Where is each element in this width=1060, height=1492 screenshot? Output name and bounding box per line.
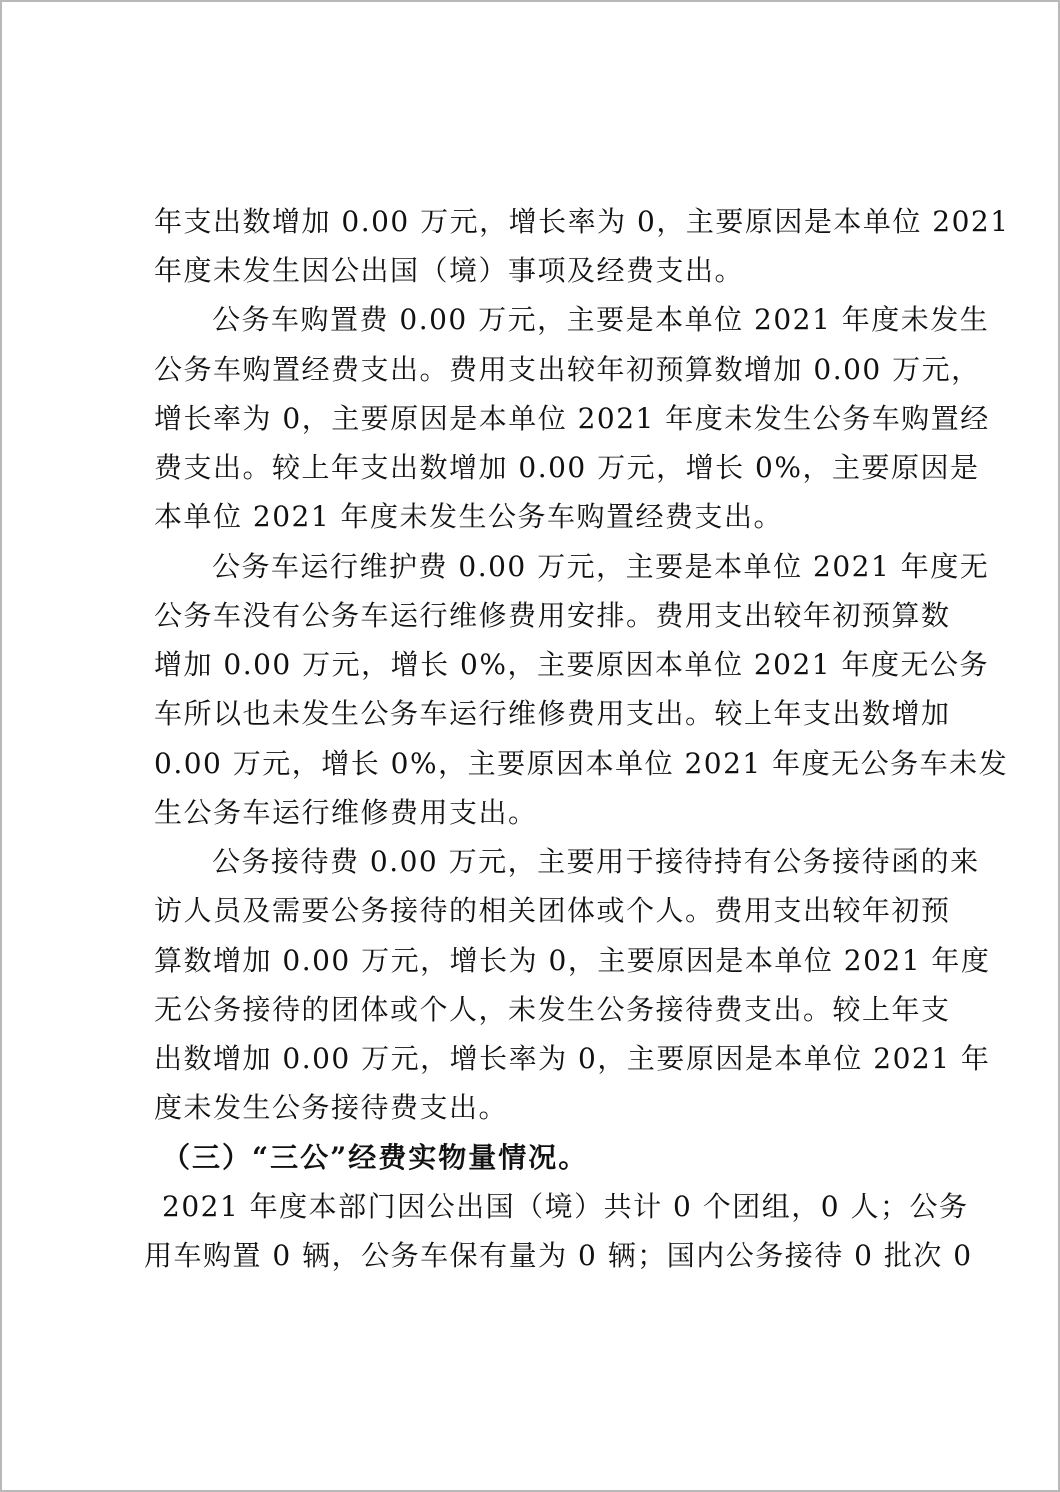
text-line: 度未发生公务接待费支出。	[154, 1091, 509, 1124]
text-line: 公务车运行维护费 0.00 万元，主要是本单位 2021 年度无	[212, 550, 990, 583]
text-line: 费支出。较上年支出数增加 0.00 万元，增长 0%，主要原因是	[154, 451, 980, 484]
text-line: 公务接待费 0.00 万元，主要用于接待持有公务接待函的来	[212, 845, 980, 878]
text-line: 无公务接待的团体或个人，未发生公务接待费支出。较上年支	[154, 993, 951, 1026]
text-line: 增加 0.00 万元，增长 0%，主要原因本单位 2021 年度无公务	[154, 648, 990, 681]
section-heading: （三）“三公”经费实物量情况。	[162, 1141, 589, 1174]
text-line: 生公务车运行维修费用支出。	[154, 796, 538, 829]
text-line: 访人员及需要公务接待的相关团体或个人。费用支出较年初预	[154, 894, 951, 927]
text-line: 本单位 2021 年度未发生公务车购置经费支出。	[154, 500, 784, 533]
text-line: 出数增加 0.00 万元，增长率为 0，主要原因是本单位 2021 年	[154, 1042, 991, 1075]
text-line: 2021 年度本部门因公出国（境）共计 0 个团组，0 人；公务	[162, 1190, 969, 1223]
text-line: 公务车购置经费支出。费用支出较年初预算数增加 0.00 万元，	[154, 353, 981, 386]
text-line: 增长率为 0，主要原因是本单位 2021 年度未发生公务车购置经	[154, 402, 990, 435]
text-line: 公务车购置费 0.00 万元，主要是本单位 2021 年度未发生	[212, 303, 990, 336]
text-line: 公务车没有公务车运行维修费用安排。费用支出较年初预算数	[154, 599, 951, 632]
text-line: 0.00 万元，增长 0%，主要原因本单位 2021 年度无公务车未发	[154, 747, 1009, 780]
text-line: 用车购置 0 辆，公务车保有量为 0 辆；国内公务接待 0 批次 0	[144, 1239, 973, 1272]
text-line: 年度未发生因公出国（境）事项及经费支出。	[154, 254, 745, 287]
text-line: 算数增加 0.00 万元，增长为 0，主要原因是本单位 2021 年度	[154, 944, 991, 977]
text-line: 年支出数增加 0.00 万元，增长率为 0，主要原因是本单位 2021	[154, 205, 1010, 238]
text-line: 车所以也未发生公务车运行维修费用支出。较上年支出数增加	[154, 697, 951, 730]
